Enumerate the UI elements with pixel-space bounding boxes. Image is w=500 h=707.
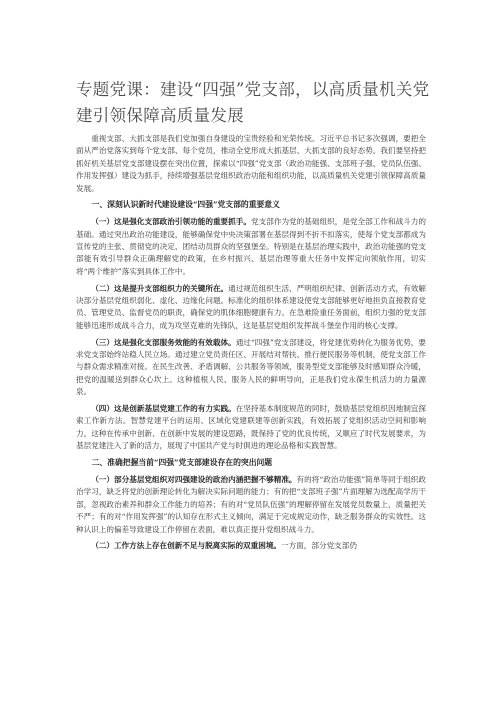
paragraph-text: 通过规范组织生活、严明组织纪律、创新活动方式，有效解决部分基层党组织弱化、虚化、边缘化问题。标准化的组织体系建设使党支部能够更好地担负直接教育党员、管理党员、监督党员的职责，确保党的肌体细胞健康有力。在急难险重任务面前，组织力强的党支部能够迅速形成战斗合力，成为攻坚克难的先锋队，这是基层党组织发挥战斗堡垒作用的核心支撑。 <box>76 283 427 330</box>
section-2-paragraph-2 <box>76 540 426 552</box>
paragraph-text: 党支部作为党的基础组织，是党全部工作和战斗力的基础。通过突出政治功能建设，能够确保党中央决策部署在基层得到不折不扣落实，使每个党支部都成为宣传党的主张、贯彻党的决定、团结动员群众的坚强堡垒。特别是在基层治理实践中，政治功能强的党支部能有效引导群众正确理解党的政策，在乡村振兴、基层治理等重大任务中发挥定向领航作用，切实将“两个维护”落实到具体工作中。 <box>76 217 427 276</box>
paragraph-text: 有的将“政治功能强”简单等同于组织政治学习，缺乏将党的创新理论转化为解决实际问题的能力；有的把“支部班子强”片面理解为选配高学历干部，忽视政治素养和群众工作能力的培养；有的对“党员队伍强”的理解停留在发展党员数量上，质量把关不严；有的对“作用发挥强”的认知存在形式主义倾向，满足于完成规定动作，缺乏服务群众的实效性。这种认识上的偏差导致建设工作停留在表面，难以真正提升党组织战斗力。 <box>76 474 427 534</box>
paragraph-lead: （三）这是强化支部服务效能的有效载体。 <box>91 337 236 347</box>
section-2-heading: 二、准确把握当前“四强”党支部建设存在的突出问题 <box>91 458 273 468</box>
paragraph-lead: （一）这是强化支部政治引领功能的重要抓手。 <box>91 217 251 227</box>
paragraph-lead: （四）这是创新基层党建工作的有力实践。 <box>91 404 236 414</box>
section-1-heading: 一、深刻认识新时代建设建设“四强”党支部的重要意义 <box>91 200 280 210</box>
paragraph-lead: （二）这是提升支部组织力的关键所在。 <box>91 283 229 293</box>
paragraph-text: 一方面，部分党支部仍 <box>281 541 357 551</box>
document-body <box>76 133 426 557</box>
paragraph-lead: （一）部分基层党组织对四强建设的政治内涵把握不够精准。 <box>91 474 297 484</box>
paragraph-text: 在坚持基本制度规范的同时，鼓励基层党组织因地制宜探索工作新方法。智慧党建平台的运用、区域化党建联建等创新实践，有效拓展了党组织活动空间和影响力。这种在传承中创新、在创新中发展的建设思路，既保持了党的优良传统，又顺应了时代发展要求，为基层党建注入了新的活力，展现了中国共产党与时俱进的理论品格和实践智慧。 <box>76 404 427 451</box>
document-title: 专题党课：建设“四强”党支部，以高质量机关党建引领保障高质量发展 <box>76 80 430 125</box>
section-1-paragraph-3 <box>76 337 426 399</box>
paragraph-lead: （二）工作方法上存在创新不足与脱离实际的双重困境。 <box>91 541 282 551</box>
section-1-paragraph-1 <box>76 216 426 278</box>
paragraph-text: 通过“四强”党支部建设，将党建优势转化为服务优势，要求党支部始终站稳人民立场。通过建立党员责任区、开展结对帮扶、推行便民服务等机制，使党支部工作与群众需求精准对接。在民生改善、矛盾调解、公共服务等领域，服务型党支部能够及时感知群众冷暖，把党的温暖送到群众心坎上。这种植根人民、服务人民的鲜明导向，正是我们党永葆生机活力的力量源泉。 <box>76 337 427 397</box>
section-2-paragraph-1 <box>76 474 426 536</box>
intro-paragraph: 重视支部、大抓支部是我们党加强自身建设的宝贵经验和光荣传统。习近平总书记多次强调，要把全面从严治党落实到每个党支部、每个党员，推动全党形成大抓基层、大抓支部的良好态势。我们要坚持把抓好机关基层党支部建设摆在突出位置，探索以“四强”党支部（政治功能强、支部班子强、党员队伍强、作用发挥强）建设为抓手，持续增强基层党组织政治功能和组织功能，以高质量机关党建引领保障高质量发展。 <box>76 134 426 193</box>
section-1-paragraph-2 <box>76 283 426 333</box>
section-1-paragraph-4 <box>76 403 426 453</box>
